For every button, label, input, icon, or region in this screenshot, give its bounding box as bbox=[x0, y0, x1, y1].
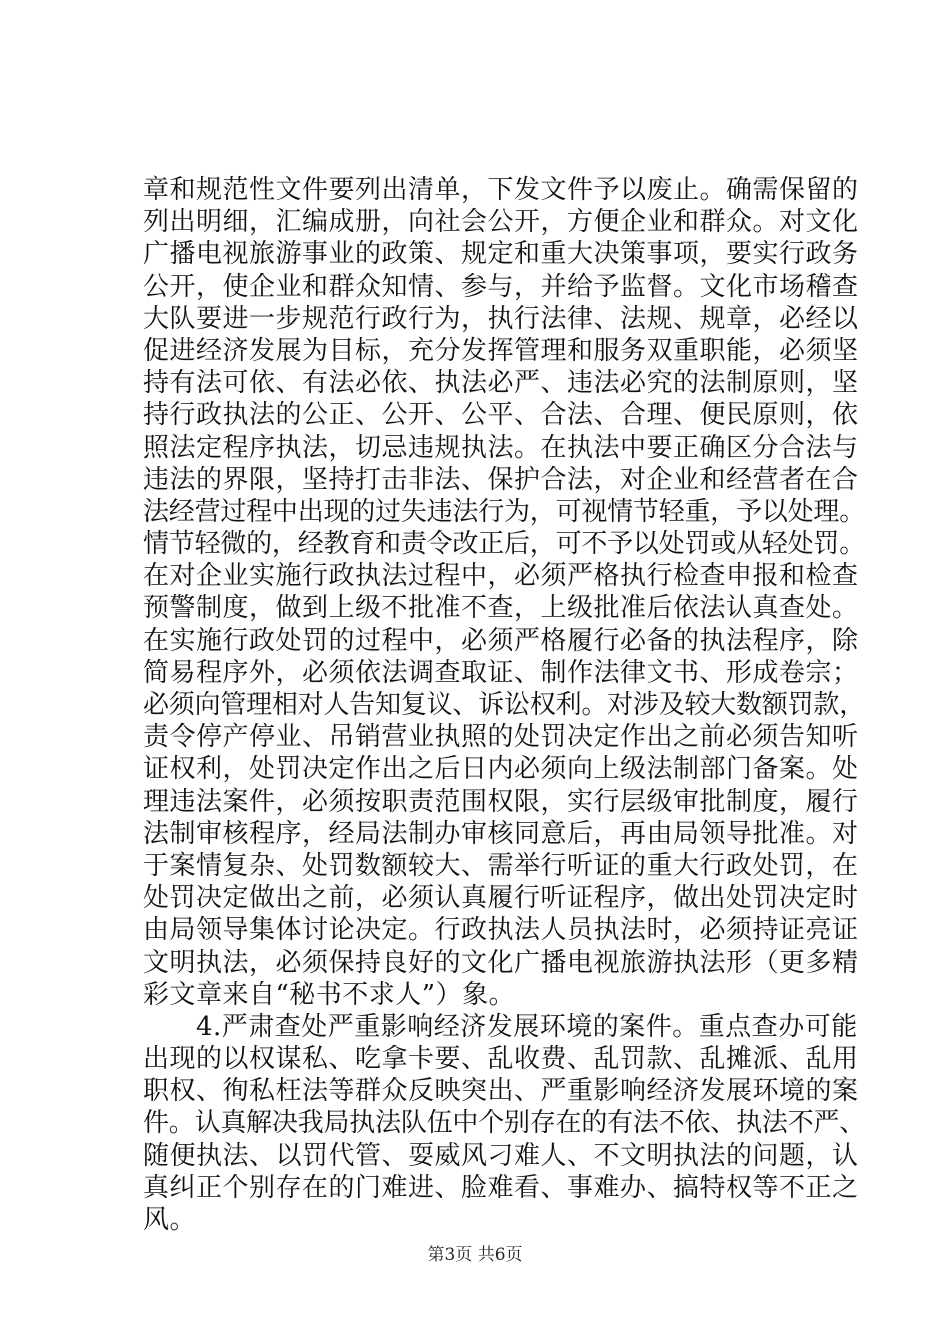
text-line: 情节轻微的，经教育和责令改正后，可不予以处罚或从轻处罚。 bbox=[143, 529, 866, 560]
body-text bbox=[143, 174, 866, 1236]
text-line: 风。 bbox=[143, 1205, 197, 1235]
text-line: 于案情复杂、处罚数额较大、需举行听证的重大行政处罚，在 bbox=[143, 850, 859, 881]
text-line: 彩文章来自“秘书不求人”）象。 bbox=[143, 979, 516, 1010]
text-line: 公开，使企业和群众知情、参与，并给予监督。文化市场稽查 bbox=[143, 271, 859, 302]
text-line: 职权、徇私枉法等群众反映突出、严重影响经济发展环境的案 bbox=[143, 1076, 859, 1107]
text-line: 由局领导集体讨论决定。行政执法人员执法时，必须持证亮证 bbox=[143, 915, 859, 946]
page-number-footer: 第3页 共6页 bbox=[427, 1245, 523, 1265]
text-line: 大队要进一步规范行政行为，执行法律、法规、规章，必经以 bbox=[143, 303, 859, 334]
text-line: 持有法可依、有法必依、执法必严、违法必究的法制原则，坚 bbox=[143, 368, 859, 399]
text-line: 责令停产停业、吊销营业执照的处罚决定作出之前必须告知听 bbox=[143, 722, 859, 753]
text-line: 真纠正个别存在的门难进、脸难看、事难办、搞特权等不正之 bbox=[143, 1172, 859, 1203]
text-line: 持行政执法的公正、公开、公平、合法、合理、便民原则，依 bbox=[143, 400, 859, 431]
text-line: 简易程序外，必须依法调查取证、制作法律文书、形成卷宗； bbox=[143, 657, 859, 688]
text-line: 列出明细，汇编成册，向社会公开，方便企业和群众。对文化 bbox=[143, 207, 859, 238]
text-line: 文明执法，必须保持良好的文化广播电视旅游执法形（更多精 bbox=[143, 947, 859, 978]
text-line: 预警制度，做到上级不批准不查，上级批准后依法认真查处。 bbox=[143, 593, 859, 624]
text-line: 处罚决定做出之前，必须认真履行听证程序，做出处罚决定时 bbox=[143, 883, 859, 914]
text-line: 违法的界限，坚持打击非法、保护合法，对企业和经营者在合 bbox=[143, 464, 859, 495]
text-line: 法制审核程序，经局法制办审核同意后，再由局领导批准。对 bbox=[143, 818, 859, 849]
text-line: 促进经济发展为目标，充分发挥管理和服务双重职能，必须坚 bbox=[143, 335, 859, 366]
text-line: 法经营过程中出现的过失违法行为，可视情节轻重，予以处理。 bbox=[143, 496, 866, 527]
text-line: 章和规范性文件要列出清单，下发文件予以废止。确需保留的 bbox=[143, 175, 859, 205]
text-line: 照法定程序执法，切忌违规执法。在执法中要正确区分合法与 bbox=[143, 432, 859, 463]
text-line: 必须向管理相对人告知复议、诉讼权利。对涉及较大数额罚款， bbox=[143, 690, 866, 720]
text-line: 理违法案件，必须按职责范围权限，实行层级审批制度，履行 bbox=[143, 786, 859, 817]
text-line: 广播电视旅游事业的政策、规定和重大决策事项，要实行政务 bbox=[143, 239, 859, 270]
text-line: 证权利，处罚决定作出之后日内必须向上级法制部门备案。处 bbox=[143, 754, 859, 785]
text-line: 出现的以权谋私、吃拿卡要、乱收费、乱罚款、乱摊派、乱用 bbox=[143, 1044, 859, 1075]
text-line: 随便执法、以罚代管、耍威风刁难人、不文明执法的问题，认 bbox=[143, 1140, 859, 1171]
text-line: 在实施行政处罚的过程中，必须严格履行必备的执法程序，除 bbox=[143, 625, 859, 656]
text-line: 4.严肃查处严重影响经济发展环境的案件。重点查办可能 bbox=[143, 1011, 858, 1042]
text-line: 在对企业实施行政执法过程中，必须严格执行检查申报和检查 bbox=[143, 561, 859, 592]
text-line: 件。认真解决我局执法队伍中个别存在的有法不依、执法不严、 bbox=[143, 1108, 866, 1139]
